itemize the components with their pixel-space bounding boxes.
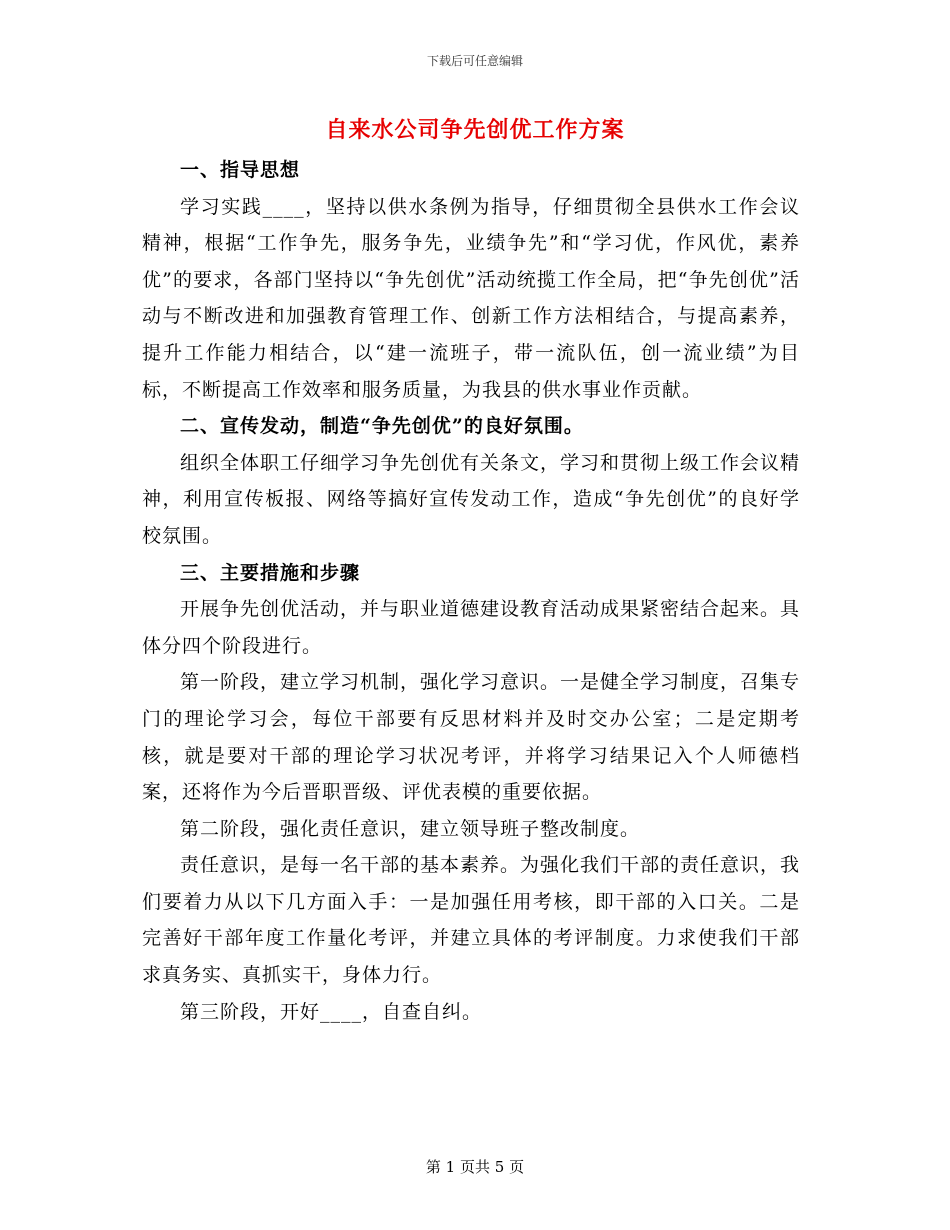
body-paragraph: 第三阶段，开好____，自查自纠。 [180, 1000, 483, 1023]
document-body [142, 152, 800, 1030]
section-heading: 三、主要措施和步骤 [180, 561, 361, 584]
section-heading: 一、指导思想 [180, 159, 301, 181]
body-paragraph: 学习实践____，坚持以供水条例为指导，仔细贯彻全县供水工作会议精神，根据“工作争先，服务争先，业绩争先”和“学习优，作风优，素养优”的要求，各部门坚持以“争先创优”活动统揽工作全局，把“争先创优”活动与不断改进和加强教育管理工作、创新工作方法相结合，与提高素养，提升工作能力相结合，以“建一流班子，带一流队伍，创一流业绩”为目标，不断提高工作效率和服务质量，为我县的供水事业作贡献。 [142, 195, 800, 401]
document-title: 自来水公司争先创优工作方案 [325, 117, 625, 143]
body-paragraph: 第二阶段，强化责任意识，建立领导班子整改制度。 [180, 817, 641, 840]
body-paragraph: 第一阶段，建立学习机制，强化学习意识。一是健全学习制度，召集专门的理论学习会，每位干部要有反思材料并及时交办公室；二是定期考核，就是要对干部的理论学习状况考评，并将学习结果记入个人师德档案，还将作为今后晋职晋级、评优表模的重要依据。 [142, 671, 801, 804]
header-note: 下载后可任意编辑 [426, 54, 523, 68]
body-paragraph: 开展争先创优活动，并与职业道德建设教育活动成果紧密结合起来。具体分四个阶段进行。 [142, 598, 801, 657]
body-paragraph: 组织全体职工仔细学习争先创优有关条文，学习和贯彻上级工作会议精神，利用宣传板报、网络等搞好宣传发动工作，造成“争先创优”的良好学校氛围。 [142, 451, 801, 547]
section-heading: 二、宣传发动，制造“争先创优”的良好氛围。 [180, 415, 584, 438]
body-paragraph: 责任意识，是每一名干部的基本素养。为强化我们干部的责任意识，我们要着力从以下几方面入手：一是加强任用考核，即干部的入口关。二是完善好干部年度工作量化考评，并建立具体的考评制度。力求使我们干部求真务实、真抓实干，身体力行。 [142, 854, 801, 987]
page-footer: 第 1 页共 5 页 [425, 1158, 525, 1176]
